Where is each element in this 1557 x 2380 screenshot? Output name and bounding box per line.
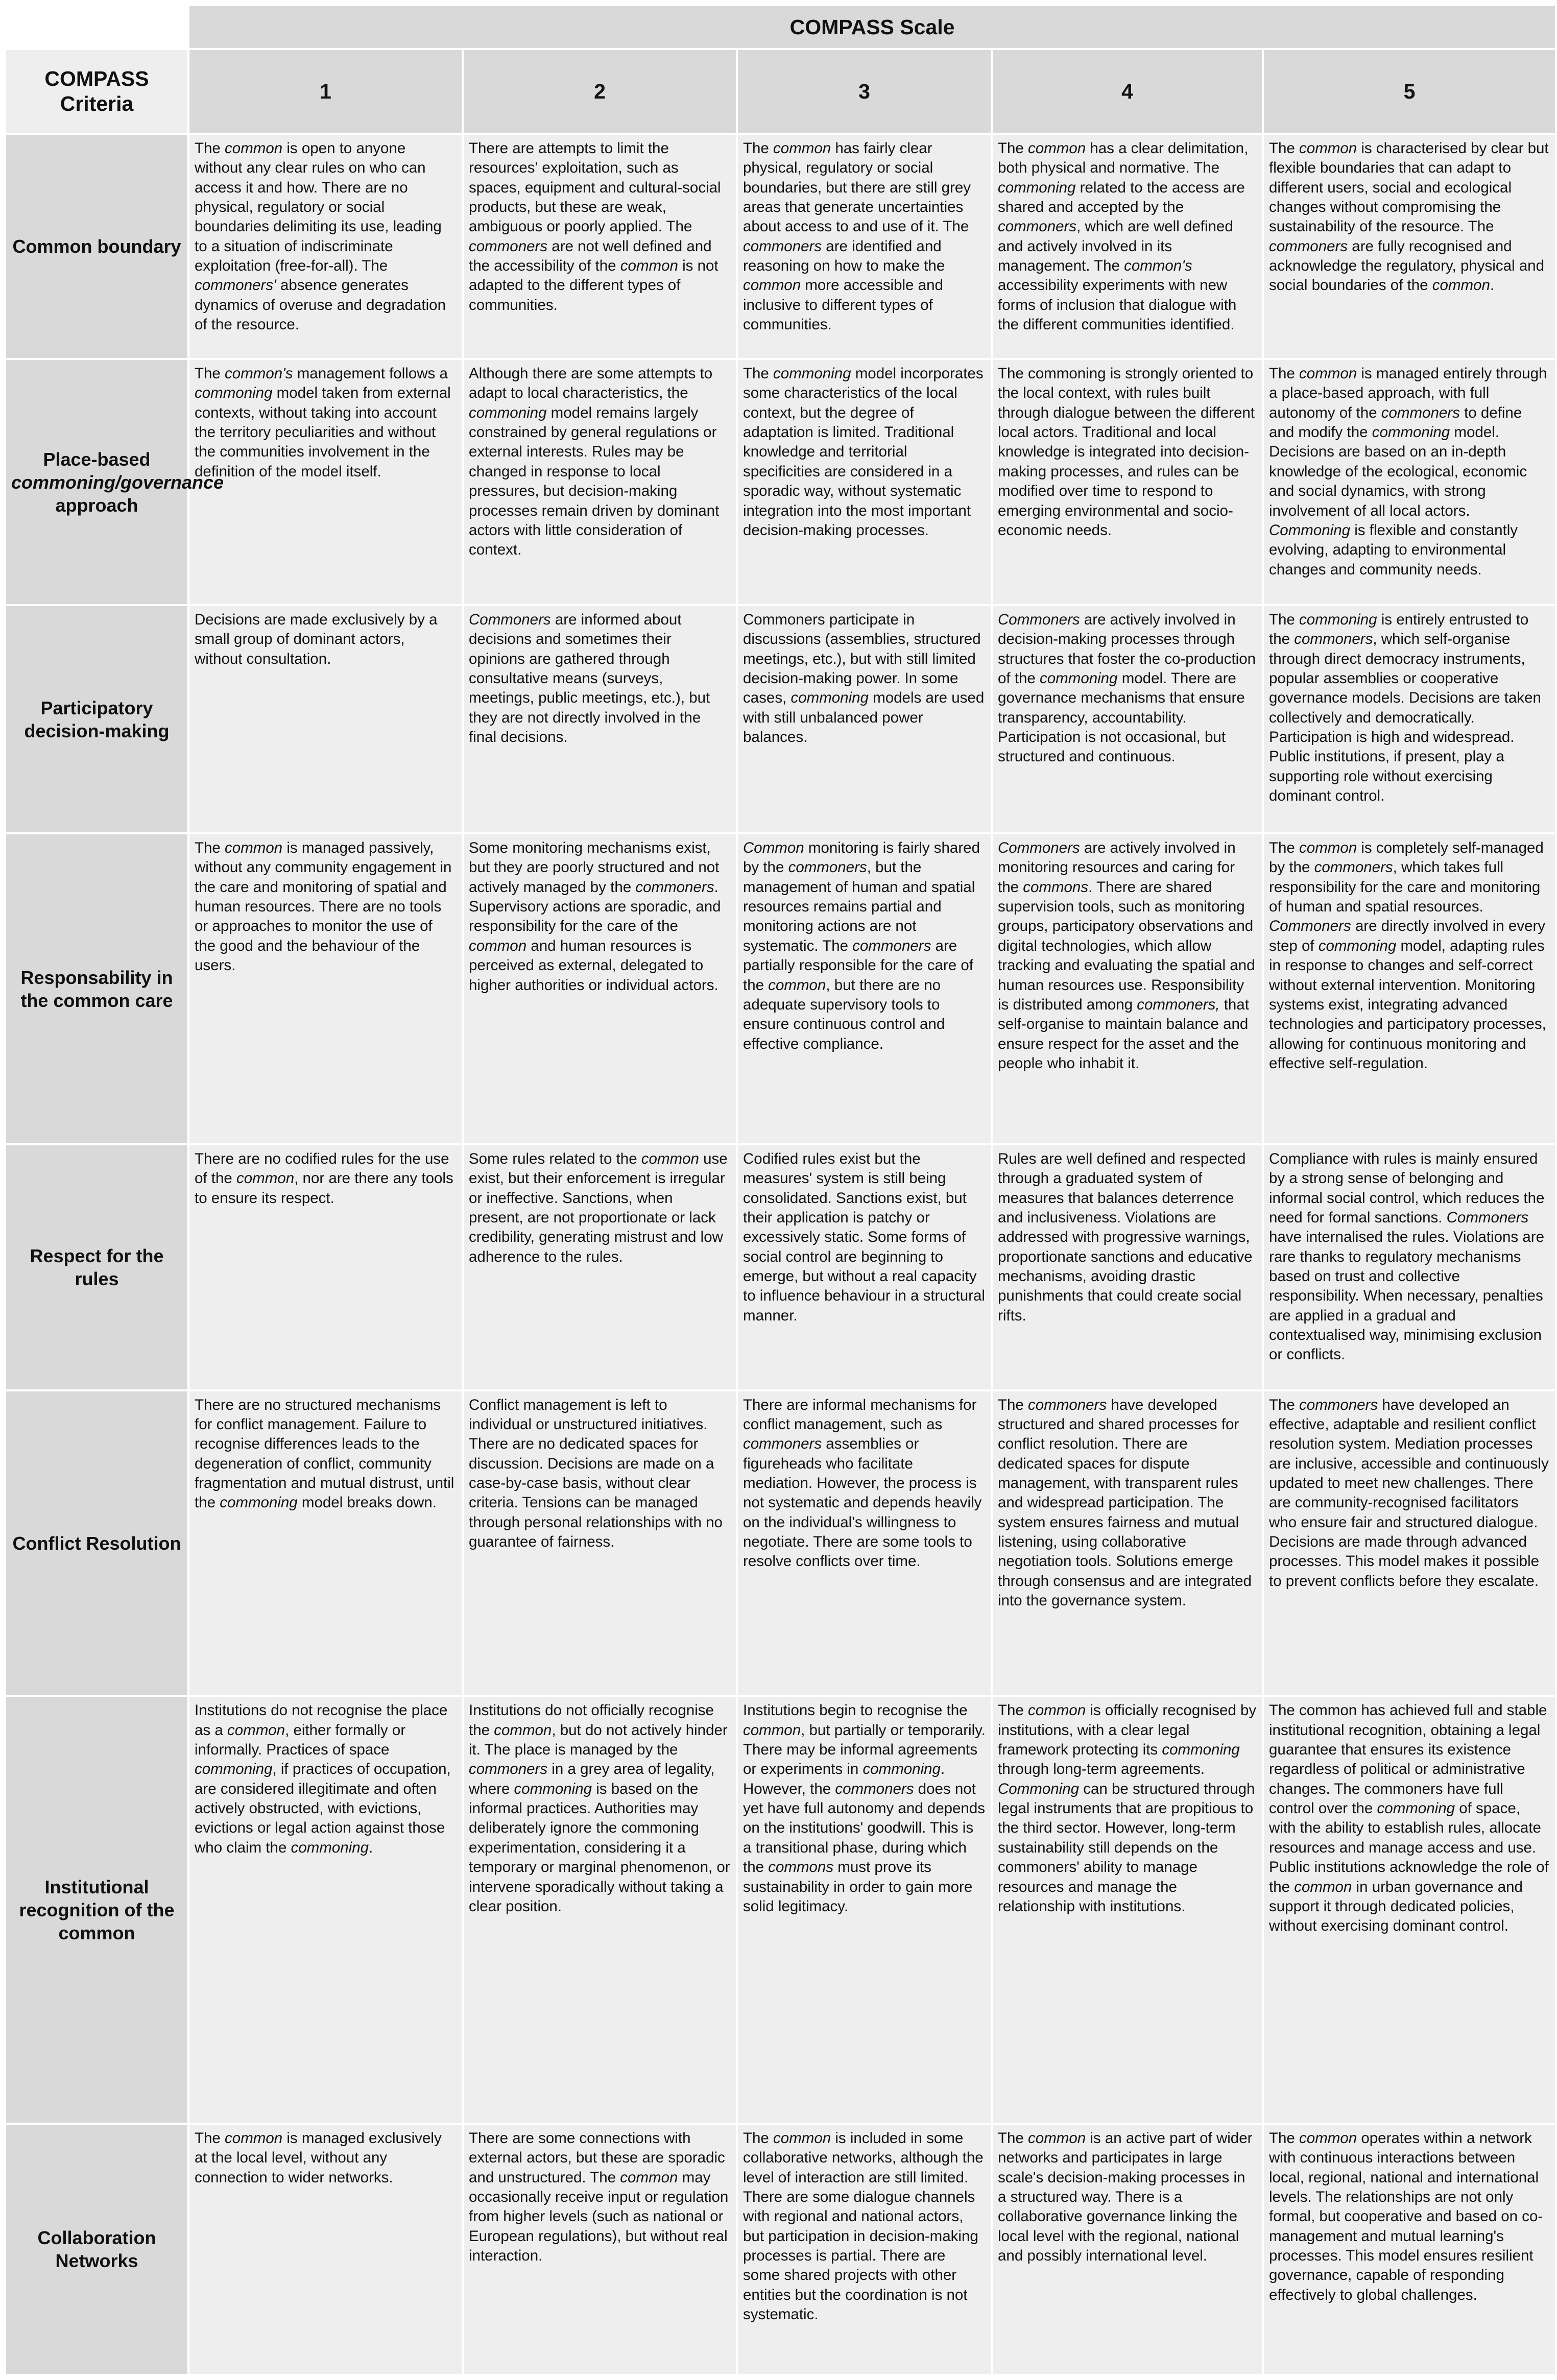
criterion-label: Collaboration Networks: [6, 2125, 187, 2374]
level-1-description: Decisions are made exclusively by a small group of dominant actors, without consultation.: [189, 606, 462, 832]
level-5-description: The common is characterised by clear but flexible boundaries that can adapt to different users, social and ecological changes without compromising the sustainability of the resource. The commoners are fully recognised and acknowledge the regulatory, physical and social boundaries of the common.: [1264, 135, 1555, 358]
criterion-row: [6, 135, 1555, 358]
level-4-description: The common is an active part of wider networks and participates in large scale's decision-making processes in a structured way. There is a collaborative governance linking the local level with the regional, national and possibly international level.: [993, 2125, 1262, 2374]
level-header-4: 4: [993, 50, 1262, 133]
criteria-body: [6, 135, 1555, 2374]
level-4-description: Rules are well defined and respected through a graduated system of measures that balances deterrence and inclusiveness. Violations are addressed with progressive warnings, proportionate sanctions and educative mechanisms, avoiding drastic punishments that could create social rifts.: [993, 1145, 1262, 1389]
level-4-description: Commoners are actively involved in monitoring resources and caring for the commons. There are shared supervision tools, such as monitoring groups, participatory observations and digital technologies, which allow tracking and evaluating the spatial and human resources use. Responsibility is distributed among commoners, that self-organise to maintain balance and ensure respect for the asset and the people who inhabit it.: [993, 834, 1262, 1143]
criterion-label: Common boundary: [6, 135, 187, 358]
level-4-description: The common has a clear delimitation, both physical and normative. The commoning related to the access are shared and accepted by the commoners, which are well defined and actively involved in its management. The common's accessibility experiments with new forms of inclusion that dialogue with the different communities identified.: [993, 135, 1262, 358]
criterion-row: [6, 360, 1555, 604]
level-header-5: 5: [1264, 50, 1555, 133]
criterion-label: Participatory decision-making: [6, 606, 187, 832]
level-header-row: [6, 50, 1555, 133]
level-2-description: There are some connections with external actors, but these are sporadic and unstructured. The common may occasionally receive input or regulation from higher levels (such as national or European regulations), but without real interaction.: [464, 2125, 736, 2374]
criteria-title: COMPASS Criteria: [6, 50, 187, 133]
level-3-description: There are informal mechanisms for conflict management, such as commoners assemblies or figureheads who facilitate mediation. However, the process is not systematic and depends heavily on the individual's willingness to negotiate. There are some tools to resolve conflicts over time.: [738, 1391, 991, 1695]
level-header-3: 3: [738, 50, 991, 133]
criterion-row: [6, 1145, 1555, 1389]
level-3-description: Institutions begin to recognise the common, but partially or temporarily. There may be informal agreements or experiments in commoning. However, the commoners does not yet have full autonomy and depends on the institutions' goodwill. This is a transitional phase, during which the commons must prove its sustainability in order to gain more solid legitimacy.: [738, 1697, 991, 2123]
level-2-description: There are attempts to limit the resources' exploitation, such as spaces, equipment and cultural-social products, but these are weak, ambiguous or poorly applied. The commoners are not well defined and the accessibility of the common is not adapted to the different types of communities.: [464, 135, 736, 358]
level-5-description: The common is managed entirely through a place-based approach, with full autonomy of the commoners to define and modify the commoning model. Decisions are based on an in-depth knowledge of the ecological, economic and social dynamics, with strong involvement of all local actors. Commoning is flexible and constantly evolving, adapting to environmental changes and community needs.: [1264, 360, 1555, 604]
scale-header-row: [6, 6, 1555, 48]
level-5-description: The commoning is entirely entrusted to the commoners, which self-organise through direct democracy instruments, popular assemblies or cooperative governance models. Decisions are taken collectively and democratically. Participation is high and widespread. Public institutions, if present, play a supporting role without exercising dominant control.: [1264, 606, 1555, 832]
level-3-description: The commoning model incorporates some characteristics of the local context, but the degree of adaptation is limited. Traditional knowledge and territorial specificities are considered in a sporadic way, without systematic integration into the most important decision-making processes.: [738, 360, 991, 604]
level-4-description: The commoning is strongly oriented to the local context, with rules built through dialogue between the different local actors. Traditional and local knowledge is integrated into decision-making processes, and rules can be modified over time to respond to emerging environmental and socio-economic needs.: [993, 360, 1262, 604]
compass-table: [4, 4, 1557, 2376]
level-header-2: 2: [464, 50, 736, 133]
criterion-row: [6, 606, 1555, 832]
criterion-row: [6, 1697, 1555, 2123]
level-1-description: The common is managed passively, without any community engagement in the care and monitoring of spatial and human resources. There are no tools or approaches to monitor the use of the good and the behaviour of the users.: [189, 834, 462, 1143]
level-4-description: Commoners are actively involved in decision-making processes through structures that foster the co-production of the commoning model. There are governance mechanisms that ensure transparency, accountability. Participation is not occasional, but structured and continuous.: [993, 606, 1262, 832]
criterion-label: Place-based commoning/governance approach: [6, 360, 187, 604]
criterion-row: [6, 834, 1555, 1143]
level-3-description: Common monitoring is fairly shared by the commoners, but the management of human and spatial resources remains partial and monitoring actions are not systematic. The commoners are partially responsible for the care of the common, but there are no adequate supervisory tools to ensure continuous control and effective compliance.: [738, 834, 991, 1143]
level-5-description: The common is completely self-managed by the commoners, which takes full responsibility for the care and monitoring of human and spatial resources. Commoners are directly involved in every step of commoning model, adapting rules in response to changes and self-correct without external intervention. Monitoring systems exist, integrating advanced technologies and participatory processes, allowing for continuous monitoring and effective self-regulation.: [1264, 834, 1555, 1143]
level-2-description: Although there are some attempts to adapt to local characteristics, the commoning model remains largely constrained by general regulations or external interests. Rules may be changed in response to local pressures, but decision-making processes remain driven by dominant actors with little consideration of context.: [464, 360, 736, 604]
criterion-row: [6, 2125, 1555, 2374]
criterion-label: Institutional recognition of the common: [6, 1697, 187, 2123]
level-5-description: The common has achieved full and stable institutional recognition, obtaining a legal guarantee that ensures its existence regardless of political or administrative changes. The commoners have full control over the commoning of space, with the ability to establish rules, allocate resources and manage access and use. Public institutions acknowledge the role of the common in urban governance and support it through dedicated policies, without exercising dominant control.: [1264, 1697, 1555, 2123]
level-2-description: Some rules related to the common use exist, but their enforcement is irregular or ineffective. Sanctions, when present, are not proportionate or lack credibility, generating mistrust and low adherence to the rules.: [464, 1145, 736, 1389]
level-1-description: The common is managed exclusively at the local level, without any connection to wider networks.: [189, 2125, 462, 2374]
level-2-description: Conflict management is left to individual or unstructured initiatives. There are no dedicated spaces for discussion. Decisions are made on a case-by-case basis, without clear criteria. Tensions can be managed through personal relationships with no guarantee of fairness.: [464, 1391, 736, 1695]
blank-corner-cell: [6, 6, 187, 48]
level-2-description: Some monitoring mechanisms exist, but they are poorly structured and not actively managed by the commoners. Supervisory actions are sporadic, and responsibility for the care of the common and human resources is perceived as external, delegated to higher authorities or individual actors.: [464, 834, 736, 1143]
level-5-description: The commoners have developed an effective, adaptable and resilient conflict resolution system. Mediation processes are inclusive, accessible and continuously updated to meet new challenges. There are community-recognised facilitators who ensure fair and structured dialogue. Decisions are made through advanced processes. This model makes it possible to prevent conflicts before they escalate.: [1264, 1391, 1555, 1695]
level-1-description: There are no structured mechanisms for conflict management. Failure to recognise differences leads to the degeneration of conflict, community fragmentation and mutual distrust, until the commoning model breaks down.: [189, 1391, 462, 1695]
level-2-description: Commoners are informed about decisions and sometimes their opinions are gathered through consultative means (surveys, meetings, public meetings, etc.), but they are not directly involved in the final decisions.: [464, 606, 736, 832]
compass-table-container: [4, 4, 1553, 2376]
level-header-1: 1: [189, 50, 462, 133]
level-4-description: The commoners have developed structured and shared processes for conflict resolution. There are dedicated spaces for dispute management, with transparent rules and widespread participation. The system ensures fairness and mutual listening, using collaborative negotiation tools. Solutions emerge through consensus and are integrated into the governance system.: [993, 1391, 1262, 1695]
level-1-description: The common is open to anyone without any clear rules on who can access it and how. There are no physical, regulatory or social boundaries delimiting its use, leading to a situation of indiscriminate exploitation (free-for-all). The commoners' absence generates dynamics of overuse and degradation of the resource.: [189, 135, 462, 358]
level-1-description: Institutions do not recognise the place as a common, either formally or informally. Practices of space commoning, if practices of occupation, are considered illegitimate and often actively obstructed, with evictions, evictions or legal action against those who claim the commoning.: [189, 1697, 462, 2123]
level-1-description: There are no codified rules for the use of the common, nor are there any tools to ensure its respect.: [189, 1145, 462, 1389]
level-3-description: The common is included in some collaborative networks, although the level of interaction are still limited. There are some dialogue channels with regional and national actors, but participation in decision-making processes is partial. There are some shared projects with other entities but the coordination is not systematic.: [738, 2125, 991, 2374]
level-3-description: Commoners participate in discussions (assemblies, structured meetings, etc.), but with still limited decision-making power. In some cases, commoning models are used with still unbalanced power balances.: [738, 606, 991, 832]
level-3-description: Codified rules exist but the measures' system is still being consolidated. Sanctions exist, but their application is patchy or excessively static. Some forms of social control are beginning to emerge, but without a real capacity to influence behaviour in a structural manner.: [738, 1145, 991, 1389]
level-5-description: Compliance with rules is mainly ensured by a strong sense of belonging and informal social control, which reduces the need for formal sanctions. Commoners have internalised the rules. Violations are rare thanks to regulatory mechanisms based on trust and collective responsibility. When necessary, penalties are applied in a gradual and contextualised way, minimising exclusion or conflicts.: [1264, 1145, 1555, 1389]
level-3-description: The common has fairly clear physical, regulatory or social boundaries, but there are still grey areas that generate uncertainties about access to and use of it. The commoners are identified and reasoning on how to make the common more accessible and inclusive to different types of communities.: [738, 135, 991, 358]
criterion-label: Conflict Resolution: [6, 1391, 187, 1695]
level-2-description: Institutions do not officially recognise the common, but do not actively hinder it. The place is managed by the commoners in a grey area of legality, where commoning is based on the informal practices. Authorities may deliberately ignore the commoning experimentation, considering it a temporary or marginal phenomenon, or intervene sporadically without taking a clear position.: [464, 1697, 736, 2123]
level-1-description: The common's management follows a commoning model taken from external contexts, without taking into account the territory peculiarities and without the communities involvement in the definition of the model itself.: [189, 360, 462, 604]
level-5-description: The common operates within a network with continuous interactions between local, regional, national and international levels. The relationships are not only formal, but cooperative and based on co-management and mutual learning's processes. This model ensures resilient governance, capable of responding effectively to global challenges.: [1264, 2125, 1555, 2374]
criterion-label: Respect for the rules: [6, 1145, 187, 1389]
criterion-label: Responsability in the common care: [6, 834, 187, 1143]
scale-title: COMPASS Scale: [189, 6, 1555, 48]
level-4-description: The common is officially recognised by institutions, with a clear legal framework protecting its commoning through long-term agreements. Commoning can be structured through legal instruments that are propitious to the third sector. However, long-term sustainability still depends on the commoners' ability to manage resources and manage the relationship with institutions.: [993, 1697, 1262, 2123]
criterion-row: [6, 1391, 1555, 1695]
